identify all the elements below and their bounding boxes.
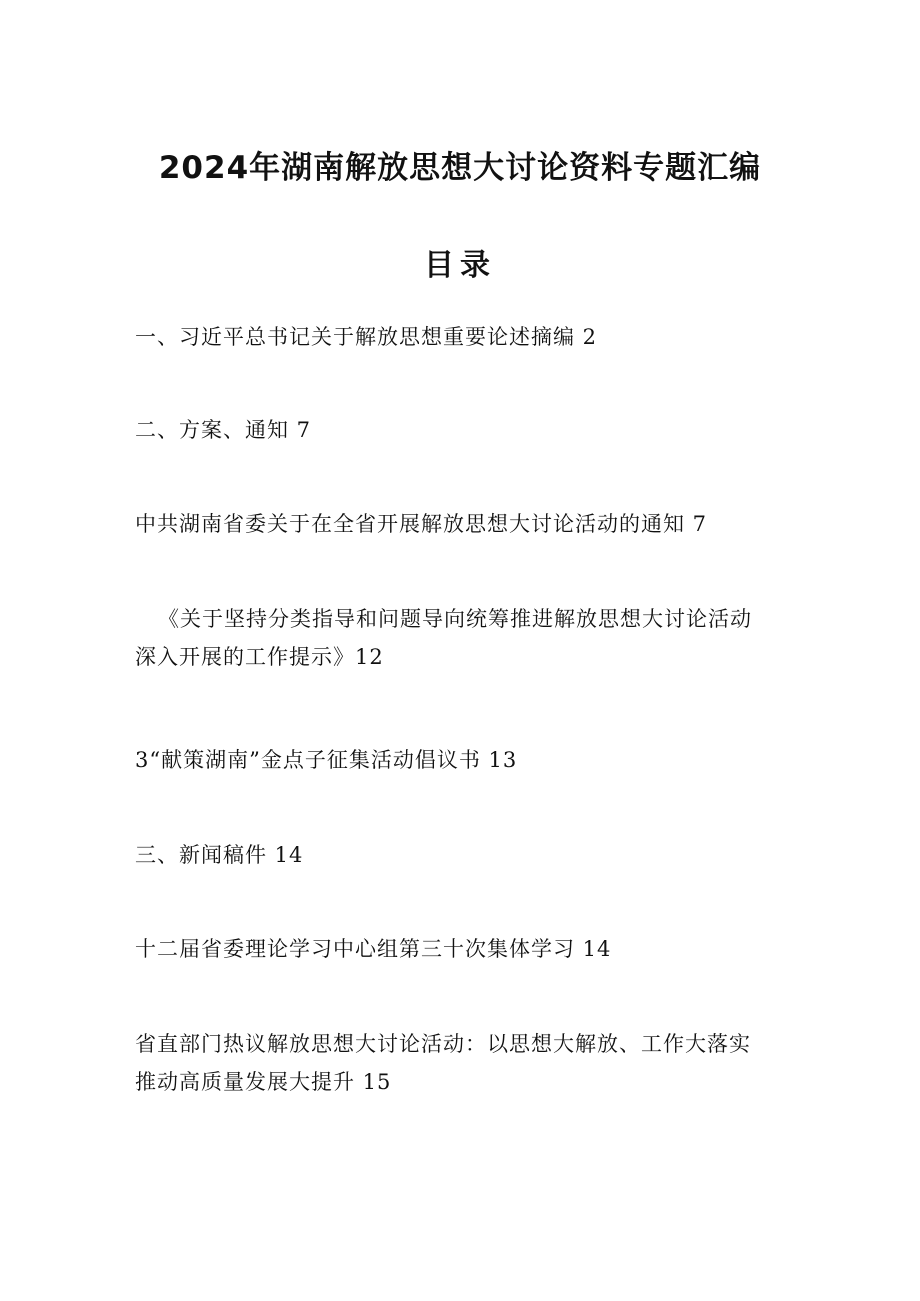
toc-heading: 目录 xyxy=(424,248,496,283)
toc-entry-3[interactable] xyxy=(135,505,795,543)
toc-entry-line: 省直部门热议解放思想大讨论活动：以思想大解放、工作大落实 xyxy=(135,1032,751,1056)
toc-entry-line: 中共湖南省委关于在全省开展解放思想大讨论活动的通知 7 xyxy=(135,512,708,536)
toc-entry-5[interactable] xyxy=(135,741,795,779)
toc-entry-line: 深入开展的工作提示》12 xyxy=(135,645,384,669)
toc-entry-line: 《关于坚持分类指导和问题导向统筹推进解放思想大讨论活动 xyxy=(158,607,752,631)
toc-entry-line: 3“献策湖南”金点子征集活动倡议书 13 xyxy=(135,748,518,772)
toc-entry-7[interactable] xyxy=(135,930,795,968)
toc-entry-line: 三、新闻稿件 14 xyxy=(135,843,304,867)
toc-entry-1[interactable] xyxy=(135,318,795,356)
toc-entry-4[interactable] xyxy=(135,600,795,676)
toc-entry-line: 一、习近平总书记关于解放思想重要论述摘编 2 xyxy=(135,325,598,349)
document-title-year: 2024 xyxy=(158,150,250,186)
toc-entry-line: 二、方案、通知 7 xyxy=(135,418,312,442)
document-title xyxy=(0,142,920,187)
toc-entry-line: 推动高质量发展大提升 15 xyxy=(135,1070,392,1094)
document-title-text: 年湖南解放思想大讨论资料专题汇编 xyxy=(249,150,762,186)
toc-entry-8[interactable] xyxy=(135,1025,795,1101)
toc-entry-2[interactable] xyxy=(135,411,795,449)
toc-entry-6[interactable] xyxy=(135,836,795,874)
toc-entry-line: 十二届省委理论学习中心组第三十次集体学习 14 xyxy=(135,937,612,961)
